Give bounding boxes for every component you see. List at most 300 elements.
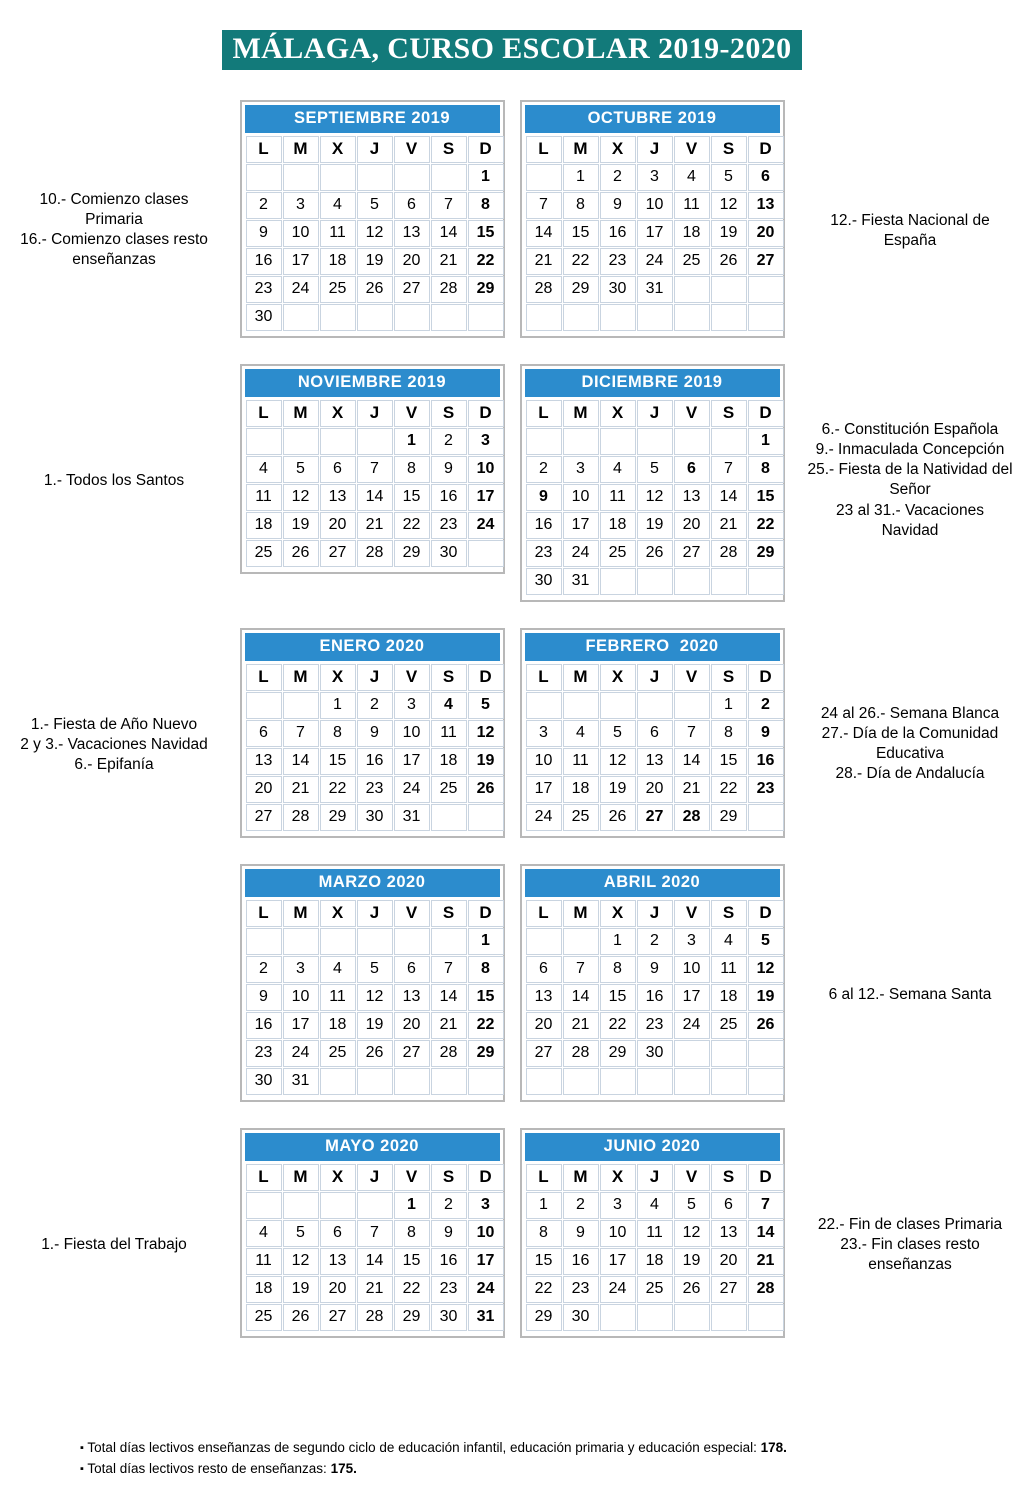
day-cell[interactable]: 18: [600, 512, 636, 539]
day-cell[interactable]: 12: [468, 720, 504, 747]
day-cell[interactable]: 2: [246, 192, 282, 219]
day-cell[interactable]: 10: [468, 1220, 504, 1247]
day-cell[interactable]: 9: [600, 192, 636, 219]
day-cell[interactable]: 13: [246, 748, 282, 775]
day-cell[interactable]: 1: [394, 1192, 430, 1219]
day-cell[interactable]: 6: [674, 456, 710, 483]
day-cell[interactable]: 28: [431, 1040, 467, 1067]
day-cell[interactable]: 7: [674, 720, 710, 747]
day-cell[interactable]: 7: [711, 456, 747, 483]
day-cell[interactable]: 8: [320, 720, 356, 747]
day-cell[interactable]: 5: [468, 692, 504, 719]
day-cell[interactable]: 4: [563, 720, 599, 747]
day-cell[interactable]: 13: [711, 1220, 747, 1247]
day-cell[interactable]: 30: [431, 540, 467, 567]
day-cell[interactable]: 24: [563, 540, 599, 567]
day-cell[interactable]: 2: [600, 164, 636, 191]
day-cell[interactable]: 20: [637, 776, 673, 803]
day-cell[interactable]: 29: [563, 276, 599, 303]
day-cell[interactable]: 18: [674, 220, 710, 247]
day-cell[interactable]: 25: [674, 248, 710, 275]
day-cell[interactable]: 18: [246, 1276, 282, 1303]
day-cell[interactable]: 7: [748, 1192, 784, 1219]
day-cell[interactable]: 17: [674, 984, 710, 1011]
day-cell[interactable]: 31: [563, 568, 599, 595]
day-cell[interactable]: 23: [600, 248, 636, 275]
day-cell[interactable]: 22: [394, 1276, 430, 1303]
day-cell[interactable]: 11: [320, 984, 356, 1011]
day-cell[interactable]: 17: [283, 1012, 319, 1039]
day-cell[interactable]: 24: [283, 1040, 319, 1067]
day-cell[interactable]: 7: [431, 956, 467, 983]
day-cell[interactable]: 10: [394, 720, 430, 747]
day-cell[interactable]: 13: [394, 220, 430, 247]
day-cell[interactable]: 25: [431, 776, 467, 803]
day-cell[interactable]: 8: [748, 456, 784, 483]
day-cell[interactable]: 6: [320, 1220, 356, 1247]
day-cell[interactable]: 8: [600, 956, 636, 983]
day-cell[interactable]: 4: [320, 956, 356, 983]
day-cell[interactable]: 30: [246, 304, 282, 331]
day-cell[interactable]: 28: [357, 540, 393, 567]
day-cell[interactable]: 21: [357, 512, 393, 539]
day-cell[interactable]: 19: [283, 512, 319, 539]
day-cell[interactable]: 10: [283, 220, 319, 247]
day-cell[interactable]: 24: [637, 248, 673, 275]
day-cell[interactable]: 28: [711, 540, 747, 567]
day-cell[interactable]: 3: [468, 1192, 504, 1219]
day-cell[interactable]: 15: [468, 220, 504, 247]
day-cell[interactable]: 24: [468, 512, 504, 539]
day-cell[interactable]: 14: [431, 220, 467, 247]
day-cell[interactable]: 29: [468, 1040, 504, 1067]
day-cell[interactable]: 26: [600, 804, 636, 831]
day-cell[interactable]: 29: [394, 1304, 430, 1331]
day-cell[interactable]: 6: [394, 192, 430, 219]
day-cell[interactable]: 10: [637, 192, 673, 219]
day-cell[interactable]: 30: [246, 1068, 282, 1095]
day-cell[interactable]: 19: [357, 1012, 393, 1039]
day-cell[interactable]: 8: [526, 1220, 562, 1247]
day-cell[interactable]: 6: [637, 720, 673, 747]
day-cell[interactable]: 14: [357, 1248, 393, 1275]
day-cell[interactable]: 21: [357, 1276, 393, 1303]
day-cell[interactable]: 23: [526, 540, 562, 567]
day-cell[interactable]: 3: [283, 956, 319, 983]
day-cell[interactable]: 27: [637, 804, 673, 831]
day-cell[interactable]: 6: [394, 956, 430, 983]
day-cell[interactable]: 8: [394, 456, 430, 483]
day-cell[interactable]: 7: [357, 456, 393, 483]
day-cell[interactable]: 15: [394, 484, 430, 511]
day-cell[interactable]: 18: [563, 776, 599, 803]
day-cell[interactable]: 26: [748, 1012, 784, 1039]
day-cell[interactable]: 11: [637, 1220, 673, 1247]
day-cell[interactable]: 18: [320, 1012, 356, 1039]
day-cell[interactable]: 20: [748, 220, 784, 247]
day-cell[interactable]: 8: [468, 956, 504, 983]
day-cell[interactable]: 10: [526, 748, 562, 775]
day-cell[interactable]: 14: [357, 484, 393, 511]
day-cell[interactable]: 27: [748, 248, 784, 275]
day-cell[interactable]: 13: [748, 192, 784, 219]
day-cell[interactable]: 27: [246, 804, 282, 831]
day-cell[interactable]: 16: [637, 984, 673, 1011]
day-cell[interactable]: 9: [748, 720, 784, 747]
day-cell[interactable]: 20: [711, 1248, 747, 1275]
day-cell[interactable]: 30: [600, 276, 636, 303]
day-cell[interactable]: 12: [283, 484, 319, 511]
day-cell[interactable]: 3: [674, 928, 710, 955]
day-cell[interactable]: 5: [600, 720, 636, 747]
day-cell[interactable]: 16: [431, 1248, 467, 1275]
day-cell[interactable]: 18: [637, 1248, 673, 1275]
day-cell[interactable]: 15: [394, 1248, 430, 1275]
day-cell[interactable]: 15: [320, 748, 356, 775]
day-cell[interactable]: 27: [320, 540, 356, 567]
day-cell[interactable]: 2: [748, 692, 784, 719]
day-cell[interactable]: 15: [748, 484, 784, 511]
day-cell[interactable]: 21: [431, 248, 467, 275]
day-cell[interactable]: 24: [283, 276, 319, 303]
day-cell[interactable]: 22: [711, 776, 747, 803]
day-cell[interactable]: 8: [468, 192, 504, 219]
day-cell[interactable]: 13: [526, 984, 562, 1011]
day-cell[interactable]: 16: [246, 1012, 282, 1039]
day-cell[interactable]: 12: [674, 1220, 710, 1247]
day-cell[interactable]: 5: [283, 1220, 319, 1247]
day-cell[interactable]: 3: [637, 164, 673, 191]
day-cell[interactable]: 12: [748, 956, 784, 983]
day-cell[interactable]: 12: [637, 484, 673, 511]
day-cell[interactable]: 16: [526, 512, 562, 539]
day-cell[interactable]: 8: [711, 720, 747, 747]
day-cell[interactable]: 7: [357, 1220, 393, 1247]
day-cell[interactable]: 1: [468, 164, 504, 191]
day-cell[interactable]: 30: [637, 1040, 673, 1067]
day-cell[interactable]: 28: [431, 276, 467, 303]
day-cell[interactable]: 25: [600, 540, 636, 567]
day-cell[interactable]: 24: [600, 1276, 636, 1303]
day-cell[interactable]: 11: [600, 484, 636, 511]
day-cell[interactable]: 28: [674, 804, 710, 831]
day-cell[interactable]: 9: [246, 220, 282, 247]
day-cell[interactable]: 6: [320, 456, 356, 483]
day-cell[interactable]: 31: [468, 1304, 504, 1331]
day-cell[interactable]: 29: [711, 804, 747, 831]
day-cell[interactable]: 27: [674, 540, 710, 567]
day-cell[interactable]: 14: [283, 748, 319, 775]
day-cell[interactable]: 10: [600, 1220, 636, 1247]
day-cell[interactable]: 29: [600, 1040, 636, 1067]
day-cell[interactable]: 4: [431, 692, 467, 719]
day-cell[interactable]: 20: [320, 1276, 356, 1303]
day-cell[interactable]: 26: [283, 1304, 319, 1331]
day-cell[interactable]: 2: [431, 1192, 467, 1219]
day-cell[interactable]: 12: [711, 192, 747, 219]
day-cell[interactable]: 17: [283, 248, 319, 275]
day-cell[interactable]: 13: [394, 984, 430, 1011]
day-cell[interactable]: 23: [357, 776, 393, 803]
day-cell[interactable]: 16: [357, 748, 393, 775]
day-cell[interactable]: 20: [320, 512, 356, 539]
day-cell[interactable]: 18: [320, 248, 356, 275]
day-cell[interactable]: 31: [283, 1068, 319, 1095]
day-cell[interactable]: 7: [526, 192, 562, 219]
day-cell[interactable]: 30: [526, 568, 562, 595]
day-cell[interactable]: 26: [674, 1276, 710, 1303]
day-cell[interactable]: 27: [320, 1304, 356, 1331]
day-cell[interactable]: 15: [711, 748, 747, 775]
day-cell[interactable]: 12: [357, 220, 393, 247]
day-cell[interactable]: 3: [468, 428, 504, 455]
day-cell[interactable]: 5: [637, 456, 673, 483]
day-cell[interactable]: 9: [526, 484, 562, 511]
day-cell[interactable]: 28: [563, 1040, 599, 1067]
day-cell[interactable]: 29: [526, 1304, 562, 1331]
day-cell[interactable]: 5: [711, 164, 747, 191]
day-cell[interactable]: 22: [394, 512, 430, 539]
day-cell[interactable]: 4: [246, 1220, 282, 1247]
day-cell[interactable]: 9: [246, 984, 282, 1011]
day-cell[interactable]: 4: [637, 1192, 673, 1219]
day-cell[interactable]: 7: [431, 192, 467, 219]
day-cell[interactable]: 4: [320, 192, 356, 219]
day-cell[interactable]: 15: [526, 1248, 562, 1275]
day-cell[interactable]: 22: [468, 248, 504, 275]
day-cell[interactable]: 29: [320, 804, 356, 831]
day-cell[interactable]: 23: [431, 1276, 467, 1303]
day-cell[interactable]: 15: [468, 984, 504, 1011]
day-cell[interactable]: 24: [468, 1276, 504, 1303]
day-cell[interactable]: 19: [283, 1276, 319, 1303]
day-cell[interactable]: 3: [394, 692, 430, 719]
day-cell[interactable]: 12: [357, 984, 393, 1011]
day-cell[interactable]: 16: [600, 220, 636, 247]
day-cell[interactable]: 14: [431, 984, 467, 1011]
day-cell[interactable]: 27: [711, 1276, 747, 1303]
day-cell[interactable]: 14: [748, 1220, 784, 1247]
day-cell[interactable]: 4: [711, 928, 747, 955]
day-cell[interactable]: 6: [526, 956, 562, 983]
day-cell[interactable]: 23: [637, 1012, 673, 1039]
day-cell[interactable]: 10: [468, 456, 504, 483]
day-cell[interactable]: 12: [600, 748, 636, 775]
day-cell[interactable]: 11: [711, 956, 747, 983]
day-cell[interactable]: 26: [357, 1040, 393, 1067]
day-cell[interactable]: 22: [468, 1012, 504, 1039]
day-cell[interactable]: 1: [711, 692, 747, 719]
day-cell[interactable]: 29: [748, 540, 784, 567]
day-cell[interactable]: 21: [431, 1012, 467, 1039]
day-cell[interactable]: 22: [600, 1012, 636, 1039]
day-cell[interactable]: 26: [283, 540, 319, 567]
day-cell[interactable]: 23: [246, 276, 282, 303]
day-cell[interactable]: 8: [394, 1220, 430, 1247]
day-cell[interactable]: 1: [526, 1192, 562, 1219]
day-cell[interactable]: 20: [394, 248, 430, 275]
day-cell[interactable]: 7: [283, 720, 319, 747]
day-cell[interactable]: 5: [674, 1192, 710, 1219]
day-cell[interactable]: 15: [563, 220, 599, 247]
day-cell[interactable]: 14: [674, 748, 710, 775]
day-cell[interactable]: 20: [674, 512, 710, 539]
day-cell[interactable]: 1: [320, 692, 356, 719]
day-cell[interactable]: 6: [711, 1192, 747, 1219]
day-cell[interactable]: 21: [526, 248, 562, 275]
day-cell[interactable]: 28: [357, 1304, 393, 1331]
day-cell[interactable]: 10: [283, 984, 319, 1011]
day-cell[interactable]: 9: [637, 956, 673, 983]
day-cell[interactable]: 17: [468, 484, 504, 511]
day-cell[interactable]: 6: [748, 164, 784, 191]
day-cell[interactable]: 19: [357, 248, 393, 275]
day-cell[interactable]: 9: [563, 1220, 599, 1247]
day-cell[interactable]: 6: [246, 720, 282, 747]
day-cell[interactable]: 11: [674, 192, 710, 219]
day-cell[interactable]: 1: [748, 428, 784, 455]
day-cell[interactable]: 30: [357, 804, 393, 831]
day-cell[interactable]: 25: [711, 1012, 747, 1039]
day-cell[interactable]: 17: [468, 1248, 504, 1275]
day-cell[interactable]: 22: [563, 248, 599, 275]
day-cell[interactable]: 26: [637, 540, 673, 567]
day-cell[interactable]: 30: [563, 1304, 599, 1331]
day-cell[interactable]: 23: [246, 1040, 282, 1067]
day-cell[interactable]: 28: [748, 1276, 784, 1303]
day-cell[interactable]: 19: [748, 984, 784, 1011]
day-cell[interactable]: 21: [748, 1248, 784, 1275]
day-cell[interactable]: 11: [246, 1248, 282, 1275]
day-cell[interactable]: 2: [431, 428, 467, 455]
day-cell[interactable]: 11: [431, 720, 467, 747]
day-cell[interactable]: 31: [394, 804, 430, 831]
day-cell[interactable]: 2: [357, 692, 393, 719]
day-cell[interactable]: 5: [283, 456, 319, 483]
day-cell[interactable]: 17: [637, 220, 673, 247]
day-cell[interactable]: 11: [246, 484, 282, 511]
day-cell[interactable]: 17: [526, 776, 562, 803]
day-cell[interactable]: 28: [526, 276, 562, 303]
day-cell[interactable]: 4: [600, 456, 636, 483]
day-cell[interactable]: 16: [563, 1248, 599, 1275]
day-cell[interactable]: 7: [563, 956, 599, 983]
day-cell[interactable]: 17: [563, 512, 599, 539]
day-cell[interactable]: 11: [563, 748, 599, 775]
day-cell[interactable]: 21: [674, 776, 710, 803]
day-cell[interactable]: 13: [320, 1248, 356, 1275]
day-cell[interactable]: 25: [563, 804, 599, 831]
day-cell[interactable]: 18: [246, 512, 282, 539]
day-cell[interactable]: 8: [563, 192, 599, 219]
day-cell[interactable]: 1: [600, 928, 636, 955]
day-cell[interactable]: 20: [246, 776, 282, 803]
day-cell[interactable]: 26: [357, 276, 393, 303]
day-cell[interactable]: 26: [711, 248, 747, 275]
day-cell[interactable]: 24: [674, 1012, 710, 1039]
day-cell[interactable]: 9: [431, 456, 467, 483]
day-cell[interactable]: 30: [431, 1304, 467, 1331]
day-cell[interactable]: 25: [637, 1276, 673, 1303]
day-cell[interactable]: 21: [563, 1012, 599, 1039]
day-cell[interactable]: 5: [357, 956, 393, 983]
day-cell[interactable]: 5: [357, 192, 393, 219]
day-cell[interactable]: 3: [283, 192, 319, 219]
day-cell[interactable]: 25: [320, 276, 356, 303]
day-cell[interactable]: 27: [394, 1040, 430, 1067]
day-cell[interactable]: 19: [600, 776, 636, 803]
day-cell[interactable]: 2: [637, 928, 673, 955]
day-cell[interactable]: 21: [283, 776, 319, 803]
day-cell[interactable]: 22: [748, 512, 784, 539]
day-cell[interactable]: 14: [563, 984, 599, 1011]
day-cell[interactable]: 5: [748, 928, 784, 955]
day-cell[interactable]: 22: [526, 1276, 562, 1303]
day-cell[interactable]: 3: [600, 1192, 636, 1219]
day-cell[interactable]: 16: [431, 484, 467, 511]
day-cell[interactable]: 29: [468, 276, 504, 303]
day-cell[interactable]: 16: [246, 248, 282, 275]
day-cell[interactable]: 22: [320, 776, 356, 803]
day-cell[interactable]: 28: [283, 804, 319, 831]
day-cell[interactable]: 14: [711, 484, 747, 511]
day-cell[interactable]: 23: [431, 512, 467, 539]
day-cell[interactable]: 25: [246, 1304, 282, 1331]
day-cell[interactable]: 29: [394, 540, 430, 567]
day-cell[interactable]: 17: [394, 748, 430, 775]
day-cell[interactable]: 25: [246, 540, 282, 567]
day-cell[interactable]: 2: [246, 956, 282, 983]
day-cell[interactable]: 10: [674, 956, 710, 983]
day-cell[interactable]: 20: [526, 1012, 562, 1039]
day-cell[interactable]: 15: [600, 984, 636, 1011]
day-cell[interactable]: 10: [563, 484, 599, 511]
day-cell[interactable]: 9: [431, 1220, 467, 1247]
day-cell[interactable]: 4: [246, 456, 282, 483]
day-cell[interactable]: 4: [674, 164, 710, 191]
day-cell[interactable]: 19: [637, 512, 673, 539]
day-cell[interactable]: 21: [711, 512, 747, 539]
day-cell[interactable]: 14: [526, 220, 562, 247]
day-cell[interactable]: 3: [526, 720, 562, 747]
day-cell[interactable]: 9: [357, 720, 393, 747]
day-cell[interactable]: 20: [394, 1012, 430, 1039]
day-cell[interactable]: 1: [468, 928, 504, 955]
day-cell[interactable]: 11: [320, 220, 356, 247]
day-cell[interactable]: 23: [563, 1276, 599, 1303]
day-cell[interactable]: 24: [526, 804, 562, 831]
day-cell[interactable]: 19: [674, 1248, 710, 1275]
day-cell[interactable]: 24: [394, 776, 430, 803]
day-cell[interactable]: 3: [563, 456, 599, 483]
day-cell[interactable]: 13: [674, 484, 710, 511]
day-cell[interactable]: 16: [748, 748, 784, 775]
day-cell[interactable]: 17: [600, 1248, 636, 1275]
day-cell[interactable]: 27: [394, 276, 430, 303]
day-cell[interactable]: 27: [526, 1040, 562, 1067]
day-cell[interactable]: 19: [468, 748, 504, 775]
day-cell[interactable]: 31: [637, 276, 673, 303]
day-cell[interactable]: 2: [526, 456, 562, 483]
day-cell[interactable]: 1: [394, 428, 430, 455]
day-cell[interactable]: 13: [320, 484, 356, 511]
day-cell[interactable]: 13: [637, 748, 673, 775]
day-cell[interactable]: 18: [431, 748, 467, 775]
day-cell[interactable]: 25: [320, 1040, 356, 1067]
day-cell[interactable]: 23: [748, 776, 784, 803]
day-cell[interactable]: 19: [711, 220, 747, 247]
day-cell[interactable]: 1: [563, 164, 599, 191]
